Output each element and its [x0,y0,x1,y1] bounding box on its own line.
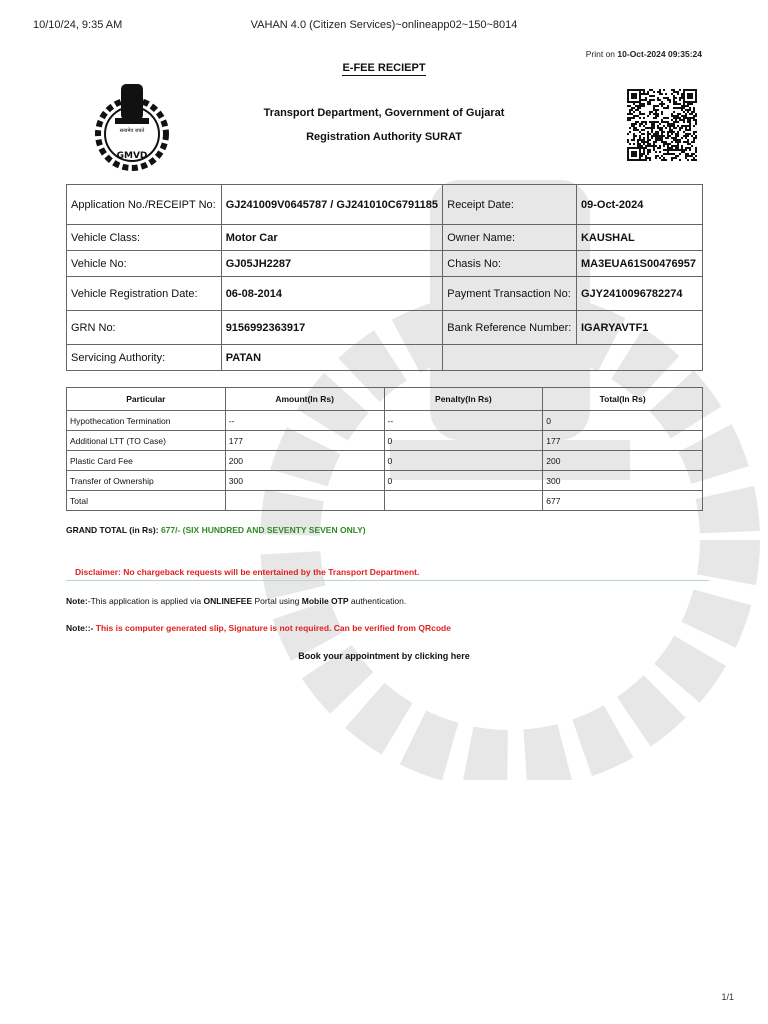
fee-header: Total(In Rs) [543,388,703,411]
disclaimer: Disclaimer: No chargeback requests will be entertained by the Transport Department. [75,567,420,577]
page-number: 1/1 [721,992,734,1002]
gmvd-emblem-icon [93,82,171,172]
fee-cell: -- [225,411,384,431]
fee-cell: Hypothecation Termination [67,411,226,431]
fee-cell: 0 [384,471,543,491]
vehicle-no-label: Vehicle No: [67,251,222,277]
reg-date-value: 06-08-2014 [221,277,443,311]
fee-header: Particular [67,388,226,411]
bank-ref-value: IGARYAVTF1 [576,311,702,345]
table-row [67,411,703,431]
fee-table [66,387,703,511]
svg-text:GMVD: GMVD [116,151,148,161]
fee-cell: 200 [225,451,384,471]
fee-cell: 200 [543,451,703,471]
chasis-no-label: Chasis No: [443,251,577,277]
fee-cell: 300 [543,471,703,491]
vehicle-class-value: Motor Car [221,225,443,251]
fee-cell: 0 [384,431,543,451]
fee-cell: 300 [225,471,384,491]
fee-cell: 177 [225,431,384,451]
fee-cell [384,491,543,511]
department-name: Transport Department, Government of Gujarat [263,107,505,119]
fee-cell: Transfer of Ownership [67,471,226,491]
grn-label: GRN No: [67,311,222,345]
payment-txn-value: GJY2410096782274 [576,277,702,311]
registration-authority: Registration Authority SURAT [306,131,462,143]
chasis-no-value: MA3EUA61S00476957 [576,251,702,277]
browser-page-title: VAHAN 4.0 (Citizen Services)~onlineapp02~150~8014 [250,19,518,31]
fee-header: Penalty(In Rs) [384,388,543,411]
fee-cell: 0 [543,411,703,431]
table-row-total [67,491,703,511]
print-on-value: 10-Oct-2024 09:35:24 [617,49,702,59]
fee-cell [225,491,384,511]
vehicle-no-value: GJ05JH2287 [221,251,443,277]
print-datetime: 10/10/24, 9:35 AM [33,19,123,31]
app-no-value: GJ241009V0645787 / GJ241010C6791185 [221,185,443,225]
divider [66,580,709,581]
bank-ref-label: Bank Reference Number: [443,311,577,345]
print-on [586,49,702,59]
qr-code-icon [627,89,697,161]
fee-cell: 177 [543,431,703,451]
receipt-title: E-FEE RECIEPT [342,62,426,74]
svg-text:सत्यमेव जयते: सत्यमेव जयते [119,128,145,134]
print-on-label: Print on [585,49,616,59]
fee-cell: 677 [543,491,703,511]
servicing-label: Servicing Authority: [67,345,222,371]
grand-total-label: GRAND TOTAL (in Rs): [66,525,159,535]
receipt-date-value: 09-Oct-2024 [576,185,702,225]
note-signature: Note::- This is computer generated slip, Signature is not required. Can be verified from QRcode [66,623,451,633]
table-row [67,431,703,451]
table-row [67,471,703,491]
fee-cell: 0 [384,451,543,471]
fee-header: Amount(In Rs) [225,388,384,411]
owner-name-value: KAUSHAL [576,225,702,251]
grand-total [66,525,366,535]
vehicle-info-table [66,184,703,371]
fee-cell: Additional LTT (TO Case) [67,431,226,451]
owner-name-label: Owner Name: [443,225,577,251]
fee-cell: -- [384,411,543,431]
empty-cell [443,345,703,371]
vehicle-class-label: Vehicle Class: [67,225,222,251]
book-appointment-link[interactable]: Book your appointment by clicking here [298,651,470,661]
grn-value: 9156992363917 [221,311,443,345]
note-portal: Note:-This application is applied via ONLINEFEE Portal using Mobile OTP authentication. [66,596,407,606]
grand-total-value: 677/- (SIX HUNDRED AND SEVENTY SEVEN ONLY) [160,525,366,535]
fee-cell: Total [67,491,226,511]
servicing-value: PATAN [221,345,443,371]
receipt-date-label: Receipt Date: [443,185,577,225]
reg-date-label: Vehicle Registration Date: [67,277,222,311]
app-no-label: Application No./RECEIPT No: [67,185,222,225]
payment-txn-label: Payment Transaction No: [443,277,577,311]
table-row [67,451,703,471]
fee-cell: Plastic Card Fee [67,451,226,471]
